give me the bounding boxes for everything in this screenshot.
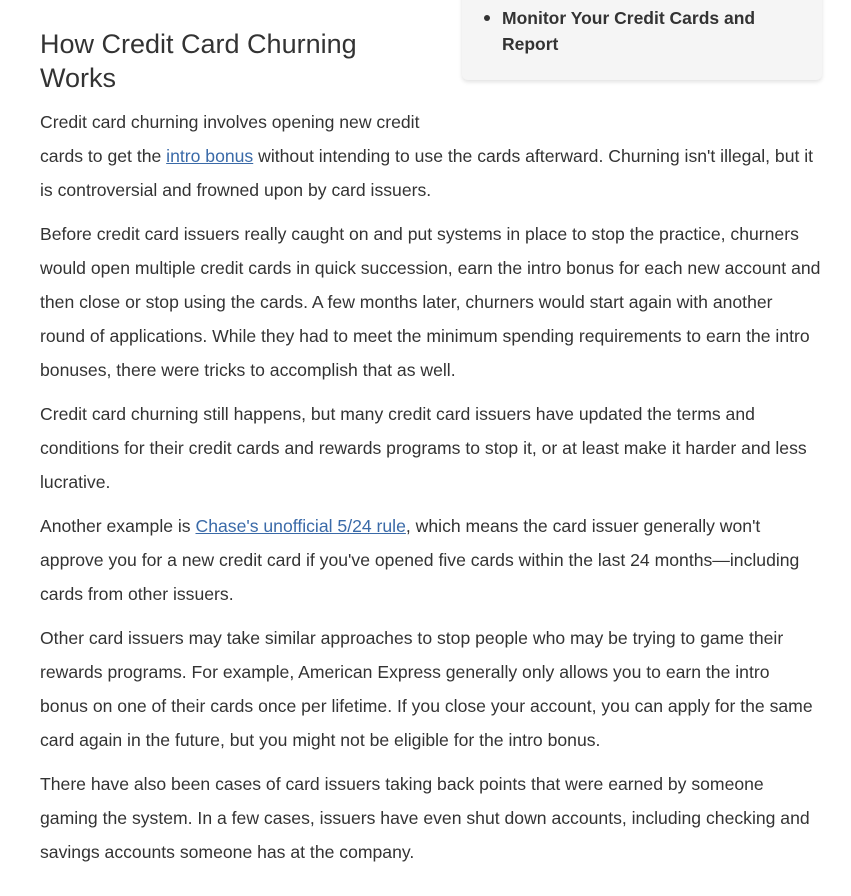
paragraph-line: Credit card churning involves opening new credit <box>40 112 420 132</box>
paragraph-text: cards to get the <box>40 146 167 166</box>
paragraph-history: Before credit card issuers really caught on and put systems in place to stop the practice, churners would open multiple credit cards in quick succession, earn the intro bonus for each new account and then close or stop using the cards. A few months later, churners would start again with another round of applications. While they had to meet the minimum spending requirements to earn the intro bonuses, there were tricks to accomplish that as well. <box>40 224 821 380</box>
paragraph-churning-definition <box>40 105 822 207</box>
paragraph-other-issuers: Other card issuers may take similar approaches to stop people who may be trying to game their rewards programs. For example, American Express generally only allows you to earn the intro bonus on one of their cards once per lifetime. If you close your account, you can apply for the same card again in the future, but you might not be eligible for the intro bonus. <box>40 628 813 750</box>
paragraph-text: Another example is <box>40 516 196 536</box>
paragraph-text: without intending to use the cards afterward. Churning isn't illegal, but it is controversial and frowned upon by card issuers. <box>40 146 814 200</box>
intro-bonus-link[interactable]: intro bonus <box>166 146 254 166</box>
chase-524-rule-link[interactable]: Chase's unofficial 5/24 rule <box>195 516 406 536</box>
paragraph-chase-example <box>40 509 822 611</box>
paragraph-points-clawback: There have also been cases of card issuers taking back points that were earned by someone gaming the system. In a few cases, issuers have even shut down accounts, including checking and savings accounts someone has at the company. <box>40 774 810 862</box>
section-heading: How Credit Card Churning Works <box>40 29 357 93</box>
paragraph-still-happens: Credit card churning still happens, but many credit card issuers have updated the terms and conditions for their credit cards and rewards programs to stop it, or at least make it harder and less lucrative. <box>40 404 807 492</box>
toc-item-label[interactable]: Monitor Your Credit Cards and Report <box>502 8 756 54</box>
bullet-icon <box>484 15 490 21</box>
article-body <box>40 27 822 879</box>
paragraph-text: , which means the card issuer generally won't approve you for a new credit card if you've opened five cards within the last 24 months—including cards from other issuers. <box>40 516 800 604</box>
